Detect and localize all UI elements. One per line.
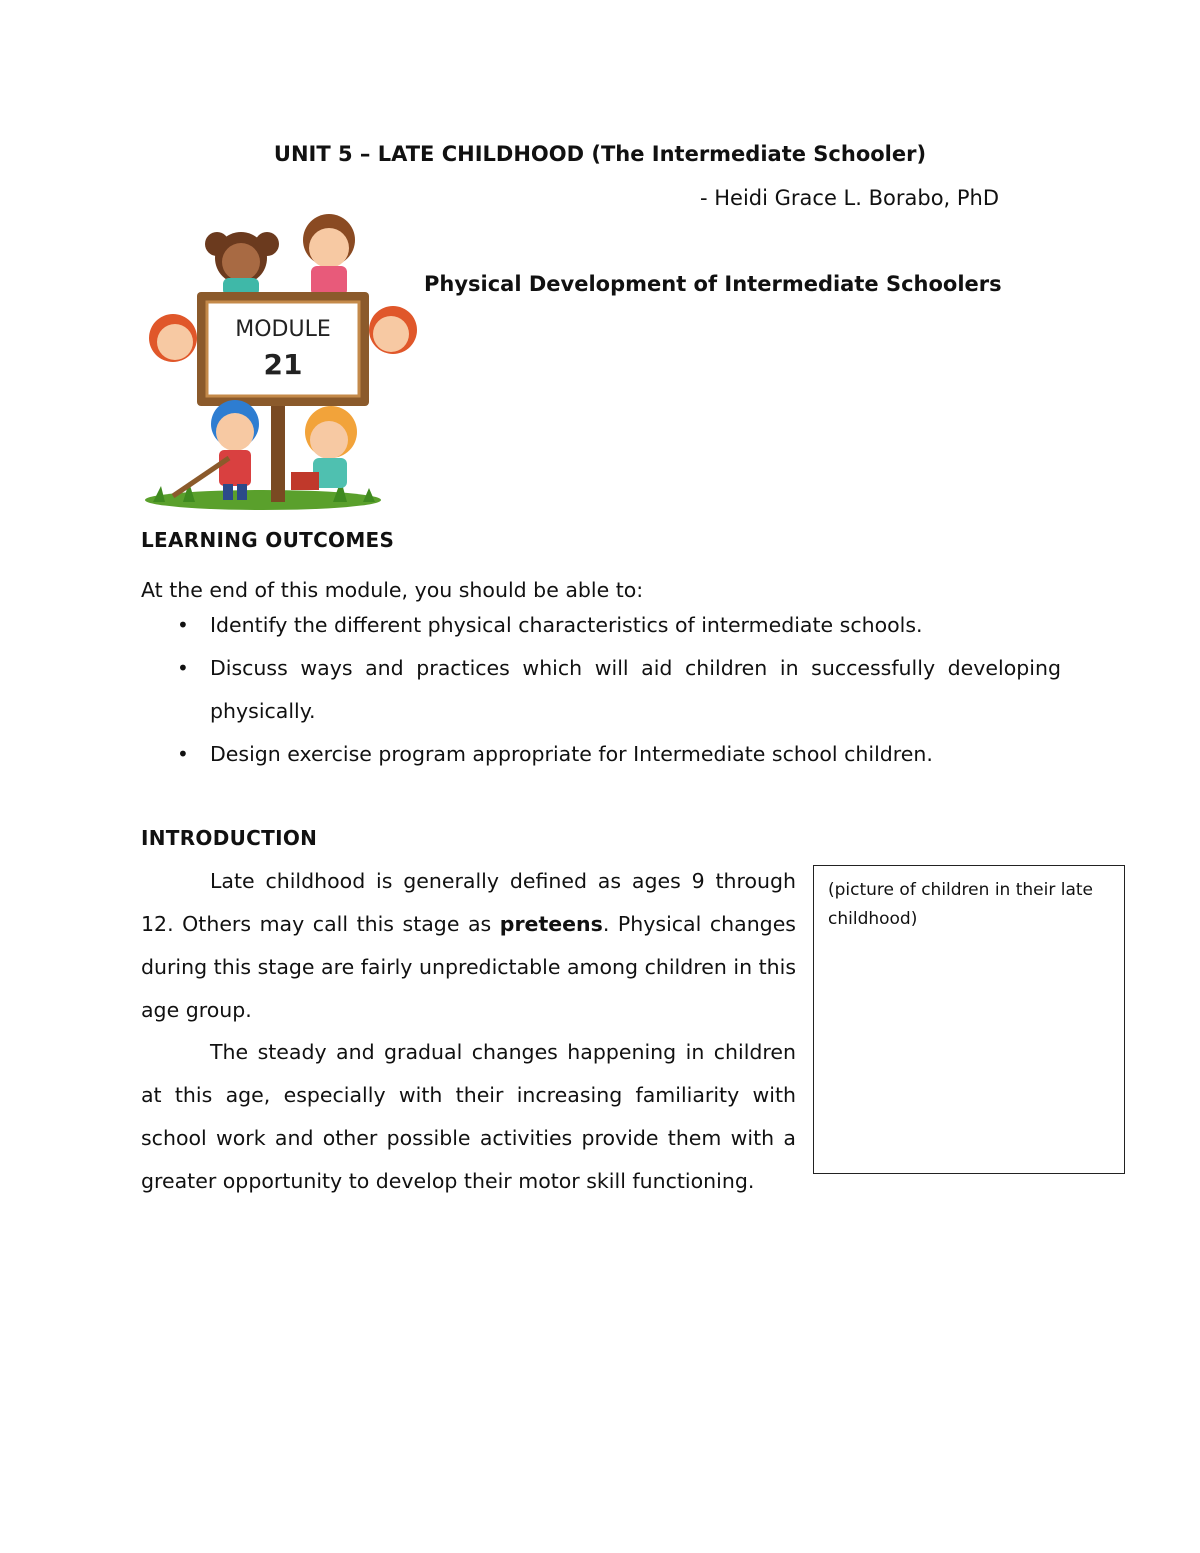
- module-label: MODULE: [235, 317, 331, 342]
- outcome-item: • Discuss ways and practices which will aid children in successfully developing physically.: [141, 647, 1061, 733]
- intro-p1-text-end: . Physical changes during this stage are fairly unpredictable among children in this age group.: [141, 912, 796, 1022]
- learning-outcomes-list: [141, 604, 1061, 776]
- module-illustration: [143, 210, 425, 512]
- learning-outcomes-lead: At the end of this module, you should be able to:: [141, 578, 644, 602]
- intro-paragraph-2: The steady and gradual changes happening in children at this age, especially with their increasing familiarity with school work and other possible activities provide them with a greater opportunity to develop their motor skill functioning.: [141, 1040, 796, 1193]
- unit-title: UNIT 5 – LATE CHILDHOOD (The Intermediate Schooler): [273, 142, 927, 166]
- picture-placeholder-text: (picture of children in their late childhood): [828, 880, 1093, 929]
- module-subtitle: Physical Development of Intermediate Schoolers: [424, 272, 1002, 296]
- outcome-item: • Design exercise program appropriate for Intermediate school children.: [141, 733, 1061, 776]
- intro-p1-text: Late childhood is generally defined as ages 9 through 12. Others may call this stage as: [141, 869, 796, 936]
- introduction-heading: INTRODUCTION: [141, 826, 318, 850]
- learning-outcomes-heading: LEARNING OUTCOMES: [141, 528, 395, 552]
- author-line: - Heidi Grace L. Borabo, PhD: [700, 186, 1000, 210]
- outcome-item: • Identify the different physical characteristics of intermediate schools.: [141, 604, 1061, 647]
- picture-placeholder-box: [813, 865, 1125, 1174]
- module-number: 21: [263, 348, 303, 381]
- preteens-term: preteens: [499, 912, 603, 936]
- intro-paragraph-1: [141, 860, 796, 1032]
